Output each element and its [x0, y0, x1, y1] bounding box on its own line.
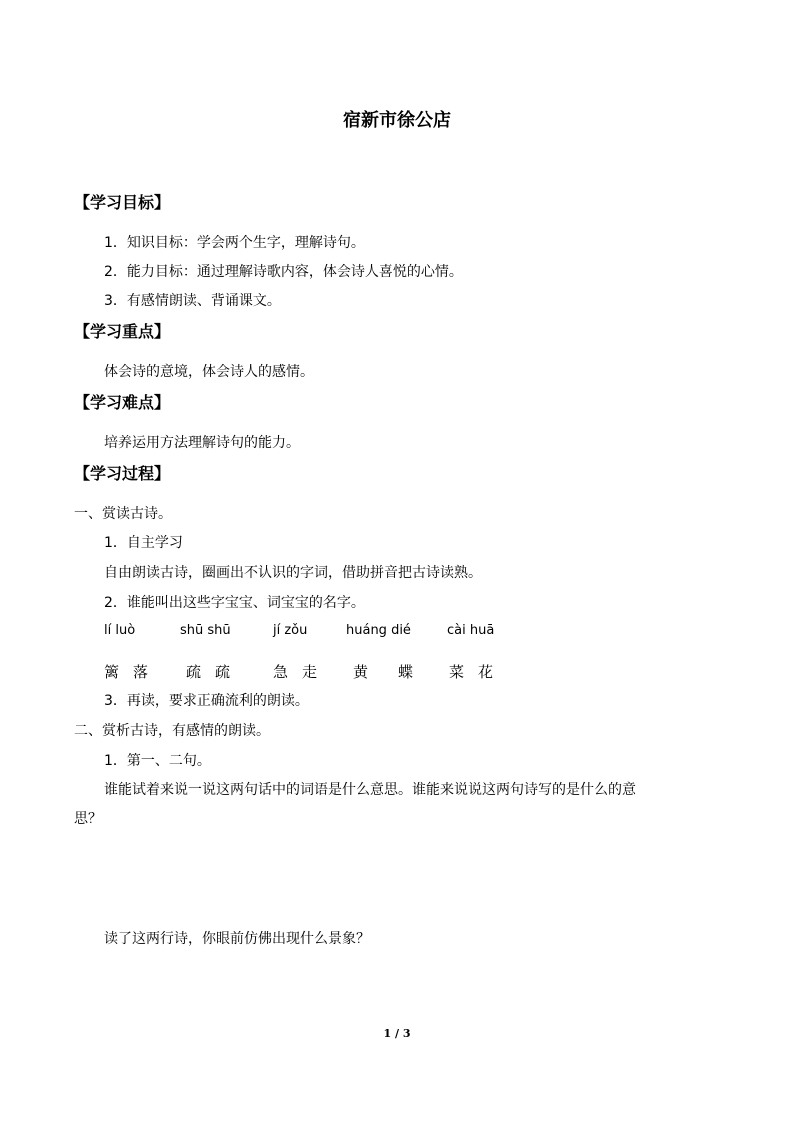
step-label: 3．再读，要求正确流利的朗读。 [104, 693, 309, 709]
part-title: 二、赏析古诗，有感情的朗读。 [74, 723, 270, 739]
question-text: 读了这两行诗，你眼前仿佛出现什么景象？ [104, 931, 370, 947]
pinyin-label: huáng dié [346, 623, 411, 638]
difficulty-text: 培养运用方法理解诗句的能力。 [104, 435, 300, 451]
goal-item: 1．知识目标：学会两个生字，理解诗句。 [104, 235, 365, 251]
page-number: 1 / 3 [383, 1027, 411, 1040]
document-title: 宿新市徐公店 [343, 110, 451, 131]
step-label: 1．第一、二句。 [104, 753, 211, 769]
step-label: 2．谁能叫出这些字宝宝、词宝宝的名字。 [104, 595, 365, 611]
hanzi-word: 菜花 [449, 663, 508, 681]
hanzi-word: 急走 [273, 663, 332, 681]
section-heading-process: 【学习过程】 [74, 464, 171, 483]
goal-item: 3．有感情朗读、背诵课文。 [104, 293, 281, 309]
question-text: 谁能试着来说一说这两句话中的词语是什么意思。谁能来说说这两句诗写的是什么的意 [104, 782, 636, 798]
section-heading-difficulty: 【学习难点】 [74, 393, 171, 412]
hanzi-word: 疏疏 [186, 663, 245, 681]
pinyin-label: jí zǒu [273, 623, 308, 638]
hanzi-word: 篱落 [104, 663, 163, 681]
pinyin-label: shū shū [180, 623, 231, 638]
section-heading-focus: 【学习重点】 [74, 322, 171, 341]
hanzi-word: 黄蝶 [353, 663, 444, 681]
section-heading-goals: 【学习目标】 [74, 193, 171, 212]
step-label: 1．自主学习 [104, 535, 183, 551]
pinyin-label: cài huā [447, 623, 495, 638]
goal-item: 2．能力目标：通过理解诗歌内容，体会诗人喜悦的心情。 [104, 264, 463, 280]
question-text-continued: 思？ [74, 811, 102, 827]
part-title: 一、赏读古诗。 [74, 506, 172, 522]
focus-text: 体会诗的意境，体会诗人的感情。 [104, 364, 314, 380]
pinyin-label: lí luò [104, 623, 136, 638]
step-text: 自由朗读古诗，圈画出不认识的字词，借助拼音把古诗读熟。 [104, 565, 482, 581]
